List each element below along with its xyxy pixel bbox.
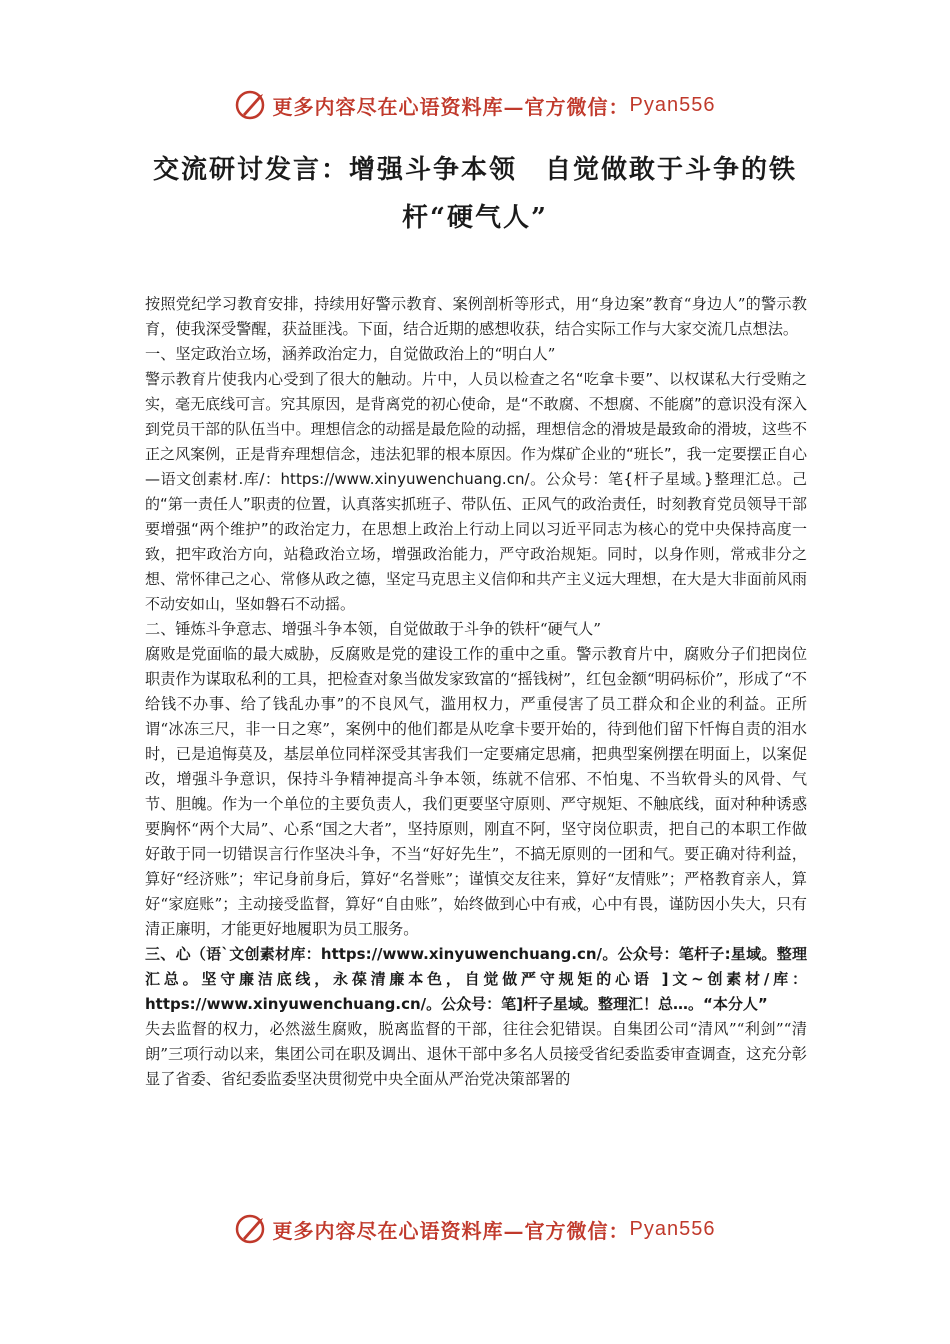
footer-banner	[0, 1206, 950, 1252]
quill-logo-icon	[235, 1212, 269, 1246]
section-heading-1: 一、坚定政治立场，涵养政治定力，自觉做政治上的“明白人”	[145, 345, 556, 363]
section-2-paragraph: 腐败是党面临的最大威胁，反腐败是党的建设工作的重中之重。警示教育片中，腐败分子们把岗位职责作为谋取私利的工具，把检查对象当做发家致富的“摇钱树”，红包金额“明码标价”，形成了“不给钱不办事、给了钱乱办事”的不良风气，滥用权力，严重侵害了员工群众和企业的利益。正所谓“冰冻三尺，非一日之寒”，案例中的他们都是从吃拿卡要开始的，待到他们留下忏悔自责的泪水时，已是追悔莫及，基层单位同样深受其害我们一定要痛定思痛，把典型案例摆在明面上，以案促改，增强斗争意识，保持斗争精神提高斗争本领，练就不信邪、不怕鬼、不当软骨头的风骨、气节、胆魄。作为一个单位的主要负责人，我们更要坚守原则、严守规矩、不触底线，面对种种诱惑要胸怀“两个大局”、心系“国之大者”，坚持原则，刚直不阿，坚守岗位职责，把自己的本职工作做好敢于同一切错误言行作坚决斗争，不当“好好先生”，不搞无原则的一团和气。要正确对待利益，算好“经济账”；牢记身前身后，算好“名誉账”；谨慎交友往来，算好“友情账”；严格教育亲人，算好“家庭账”；主动接受监督，算好“自由账”，始终做到心中有戒，心中有畏，谨防因小失大，只有清正廉明，才能更好地履职为员工服务。	[145, 645, 807, 938]
document-title	[120, 146, 830, 242]
quill-logo-icon	[235, 88, 269, 122]
banner-text: 更多内容尽在心语资料库—官方微信：	[272, 1218, 630, 1243]
section-3-paragraph: 失去监督的权力，必然滋生腐败，脱离监督的干部，往往会犯错误。自集团公司“清风”“利剑”“清朗”三项行动以来，集团公司在职及调出、退休干部中多名人员接受省纪委监委审查调查，这充分彰显了省委、省纪委监委坚决贯彻党中央全面从严治党决策部署的	[145, 1020, 807, 1088]
banner-text: 更多内容尽在心语资料库—官方微信：	[272, 94, 630, 119]
section-1-paragraph: 警示教育片使我内心受到了很大的触动。片中，人员以检查之名“吃拿卡要”、以权谋私大行受贿之实，毫无底线可言。究其原因，是背离党的初心使命，是“不敢腐、不想腐、不能腐”的意识没有深入到党员干部的队伍当中。理想信念的动摇是最危险的动摇，理想信念的滑坡是最致命的滑坡，这些不正之风案例，正是背弃理想信念，违法犯罪的根本原因。作为煤矿企业的“班长”，我一定要摆正自心—语文创素材.库/：https://www.xinyuwenchuang.cn/。公众号：笔{杆子星域。}整理汇总。己的“第一责任人”职责的位置，认真落实抓班子、带队伍、正风气的政治责任，时刻教育党员领导干部要增强“两个维护”的政治定力，在思想上政治上行动上同以习近平同志为核心的党中央保持高度一致，把牢政治方向，站稳政治立场，增强政治能力，严守政治规矩。同时，以身作则，常戒非分之想、常怀律己之心、常修从政之德，坚定马克思主义信仰和共产主义远大理想，在大是大非面前风雨不动安如山，坚如磐石不动摇。	[145, 370, 807, 613]
section-heading-2: 二、锤炼斗争意志、增强斗争本领，自觉做敢于斗争的铁杆“硬气人”	[145, 620, 601, 638]
header-banner	[0, 82, 950, 128]
title-line-1: 交流研讨发言：增强斗争本领 自觉做敢于斗争的铁	[152, 155, 797, 185]
title-line-2: 杆“硬气人”	[402, 203, 548, 233]
intro-paragraph: 按照党纪学习教育安排，持续用好警示教育、案例剖析等形式，用“身边案”教育“身边人”的警示教育，使我深受警醒，获益匪浅。下面，结合近期的感想收获，结合实际工作与大家交流几点想法。	[145, 295, 807, 338]
banner-wechat-id: Pyan556	[629, 93, 716, 116]
document-body	[145, 292, 807, 1092]
banner-wechat-id: Pyan556	[629, 1217, 716, 1240]
section-heading-3: 三、心（语`文创素材库：https://www.xinyuwenchuang.cn/。公众号：笔杆子:星域。整理汇总。坚守廉洁底线，永葆清廉本色，自觉做严守规矩的心语 ]文~创素材/库：https://www.xinyuwenchuang.cn/。公众号：笔]杆子星域。整理汇！总…。“本分人”	[145, 945, 807, 1013]
